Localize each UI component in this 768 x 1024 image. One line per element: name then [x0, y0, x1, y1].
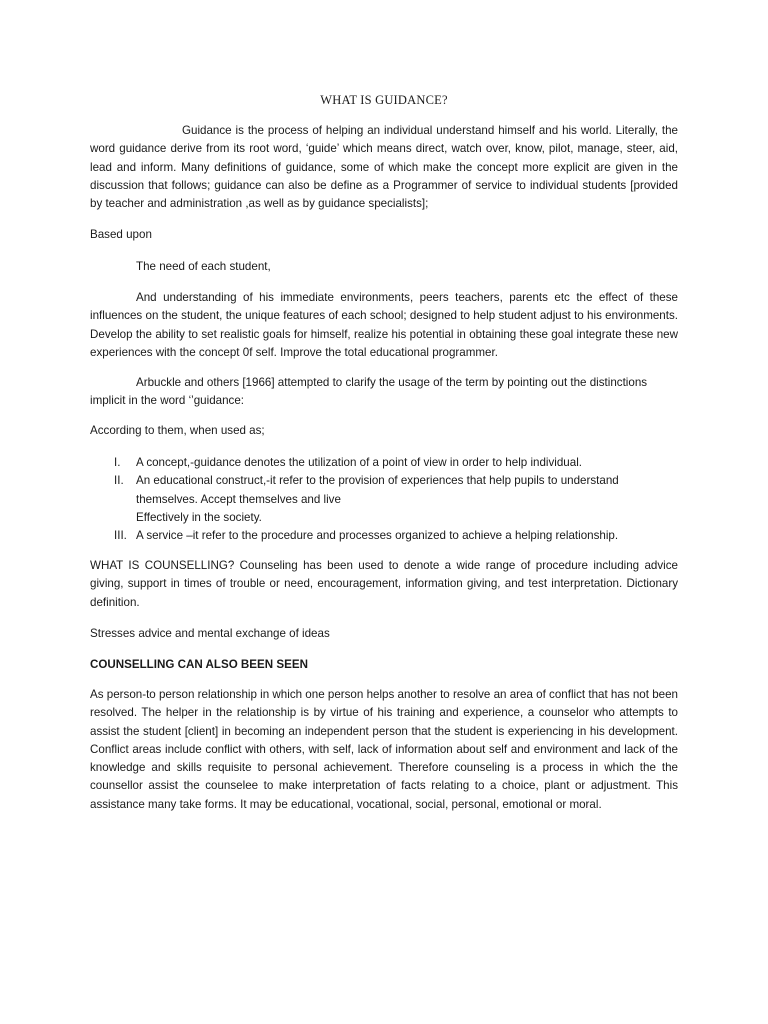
- stresses-text: Stresses advice and mental exchange of ideas: [90, 627, 330, 640]
- list-item-text: A concept,-guidance denotes the utilization of a point of view in order to help individual.: [136, 456, 583, 469]
- counselling-paragraph: As person-to person relationship in which one person helps another to resolve an area of conflict that has not been resolved. The helper in the relationship is by virtue of his training and experience, a counselor who attempts to assist the student [client] in becoming an independent person that the student is experiencing in his development. Conflict areas include conflict with others, with self, lack of information about self and environment and lack of the knowledge and skills requisite to personal achievement. Therefore counseling is a process in which the the counsellor assist the counselee to make interpretation of facts relating to a choice, plant or adjustment. This assistance many take forms. It may be educational, vocational, social, personal, emotional or moral.: [90, 688, 678, 811]
- list-item: [90, 527, 680, 545]
- counselling-definition-paragraph: WHAT IS COUNSELLING? Counseling has been used to denote a wide range of procedure including advice giving, support in times of trouble or need, encouragement, information giving, and test interpretation. Dictionary definition.: [90, 559, 678, 609]
- need-text: The need of each student,: [136, 260, 271, 273]
- intro-paragraph: Guidance is the process of helping an individual understand himself and his world. Literally, the word guidance derive from its root word, ‘guide’ which means direct, watch over, know, pilot, manage, steer, aid, lead and inform. Many definitions of guidance, some of which make the concept more explicit are given in the discussion that follows; guidance can also be define as a Programmer of service to individual students [provided by teacher and administration ,as well as by guidance specialists];: [90, 124, 678, 211]
- list-item: [90, 472, 680, 527]
- page-title: WHAT IS GUIDANCE?: [320, 93, 448, 107]
- list-item-text: A service –it refer to the procedure and processes organized to achieve a helping relationship.: [136, 529, 619, 543]
- list-number: III.: [114, 529, 127, 543]
- list-number: II.: [114, 474, 124, 488]
- according-text: According to them, when used as;: [90, 424, 265, 437]
- section-heading: COUNSELLING CAN ALSO BEEN SEEN: [90, 658, 308, 671]
- understanding-paragraph: And understanding of his immediate environments, peers teachers, parents etc the effect of these influences on the student, the unique features of each school; designed to help student adjust to his environments. Develop the ability to set realistic goals for himself, realize his potential in obtaining these goal integrate these new experiences with the concept 0f self. Improve the total educational programmer.: [90, 291, 678, 359]
- list-number: I.: [114, 456, 121, 469]
- list-item-continuation: Effectively in the society.: [136, 510, 262, 524]
- list-item-text: An educational construct,-it refer to the provision of experiences that help pupils to understand themselves. Accept themselves and live: [136, 474, 619, 506]
- usage-list: [90, 454, 680, 545]
- based-upon-text: Based upon: [90, 228, 152, 241]
- arbuckle-paragraph: Arbuckle and others [1966] attempted to clarify the usage of the term by pointing out the distinctions implicit in the word ‘’guidance:: [90, 376, 648, 408]
- list-item: [90, 454, 680, 472]
